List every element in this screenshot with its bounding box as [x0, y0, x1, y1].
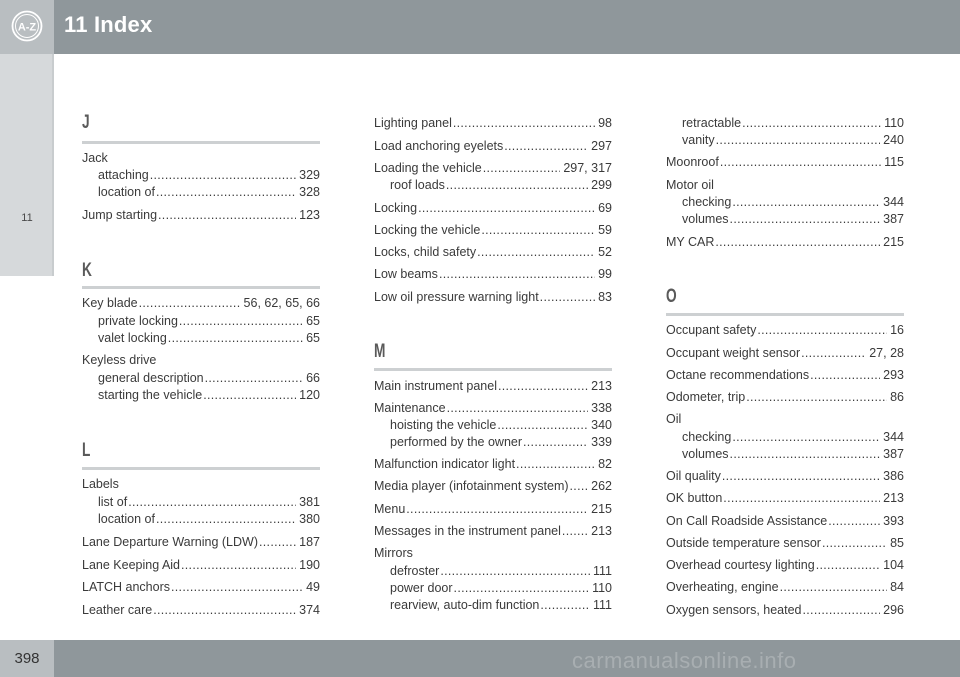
- a-z-icon-text: A-Z: [17, 21, 37, 34]
- chapter-side-tab[interactable]: [0, 54, 54, 276]
- page-number-box: [0, 640, 54, 677]
- index-subentry: volumes ..... 387: [682, 446, 904, 462]
- index-subentry: starting the vehicle ..... 120: [98, 387, 320, 403]
- index-subentry: private locking ..... 65: [98, 313, 320, 329]
- section-rule-k: [82, 286, 320, 289]
- page-number: 398: [14, 650, 40, 667]
- index-entry: Menu ..... 215: [374, 501, 612, 517]
- section-rule-m: [374, 368, 612, 371]
- index-entry: Media player (infotainment system) ..... 262: [374, 478, 612, 494]
- index-subentry: location of ..... 380: [98, 511, 320, 527]
- section-letter-m: M: [374, 341, 386, 362]
- index-subentry: attaching ..... 329: [98, 167, 320, 183]
- index-subentry: volumes ..... 387: [682, 211, 904, 227]
- chapter-header: [0, 0, 960, 54]
- index-entry: Low beams ..... 99: [374, 266, 612, 282]
- index-entry: Moonroof ..... 115: [666, 154, 904, 170]
- side-tab-label: 11: [21, 212, 33, 224]
- index-entry: Outside temperature sensor ..... 85: [666, 535, 904, 551]
- index-entry: On Call Roadside Assistance ..... 393: [666, 513, 904, 529]
- index-entry: Low oil pressure warning light ..... 83: [374, 289, 612, 305]
- section-letter-l: L: [82, 440, 91, 461]
- index-subentry: location of ..... 328: [98, 184, 320, 200]
- index-subentry: valet locking ..... 65: [98, 330, 320, 346]
- index-entry: Motor oil: [666, 178, 714, 192]
- chapter-icon-box: [0, 0, 54, 54]
- index-entry: Lane Departure Warning (LDW) ..... 187: [82, 534, 320, 550]
- section-letter-k: K: [82, 260, 92, 281]
- section-rule-l: [82, 467, 320, 470]
- index-subentry: general description ..... 66: [98, 370, 320, 386]
- index-entry: Keyless drive: [82, 353, 157, 367]
- index-subentry: performed by the owner ..... 339: [390, 434, 612, 450]
- section-letter-j: J: [82, 112, 90, 133]
- section-letter-o: O: [666, 286, 677, 307]
- watermark: carmanualsonline.info: [572, 648, 797, 673]
- page-footer: [0, 640, 960, 677]
- index-entry: Malfunction indicator light ..... 82: [374, 456, 612, 472]
- index-subentry: defroster ..... 111: [390, 563, 612, 579]
- index-entry: Odometer, trip ..... 86: [666, 389, 904, 405]
- index-entry: Overhead courtesy lighting ..... 104: [666, 557, 904, 573]
- index-entry: Leather care ..... 374: [82, 602, 320, 618]
- index-entry: Oil: [666, 412, 682, 426]
- index-entry: MY CAR ..... 215: [666, 234, 904, 250]
- index-entry: Oil quality ..... 386: [666, 468, 904, 484]
- index-subentry: retractable ..... 110: [682, 115, 904, 131]
- index-entry: Main instrument panel ..... 213: [374, 378, 612, 394]
- index-entry: Occupant safety ..... 16: [666, 322, 904, 338]
- index-entry: Locks, child safety ..... 52: [374, 244, 612, 260]
- index-entry: Lighting panel ..... 98: [374, 115, 612, 131]
- index-entry: Jack: [82, 151, 108, 165]
- chapter-title: 11 Index: [64, 12, 153, 37]
- index-subentry: checking ..... 344: [682, 429, 904, 445]
- index-entry: Loading the vehicle ..... 297, 317: [374, 160, 612, 176]
- index-entry: Mirrors: [374, 546, 413, 560]
- index-entry: Oxygen sensors, heated ..... 296: [666, 602, 904, 618]
- index-subentry: vanity ..... 240: [682, 132, 904, 148]
- index-entry: Octane recommendations ..... 293: [666, 367, 904, 383]
- index-entry: LATCH anchors ..... 49: [82, 579, 320, 595]
- index-entry: OK button ..... 213: [666, 490, 904, 506]
- a-z-index-icon: [11, 10, 43, 42]
- section-rule-j: [82, 141, 320, 144]
- index-entry: Labels: [82, 477, 119, 491]
- index-entry: Occupant weight sensor ..... 27, 28: [666, 345, 904, 361]
- index-entry: Maintenance ..... 338: [374, 400, 612, 416]
- index-subentry: roof loads ..... 299: [390, 177, 612, 193]
- index-subentry: hoisting the vehicle ..... 340: [390, 417, 612, 433]
- index-entry: Key blade ..... 56, 62, 65, 66: [82, 295, 320, 311]
- section-rule-o: [666, 313, 904, 316]
- index-entry: Overheating, engine ..... 84: [666, 579, 904, 595]
- index-entry: Locking the vehicle ..... 59: [374, 222, 612, 238]
- index-subentry: checking ..... 344: [682, 194, 904, 210]
- index-entry: Load anchoring eyelets ..... 297: [374, 138, 612, 154]
- index-entry: Locking ..... 69: [374, 200, 612, 216]
- index-entry: Lane Keeping Aid ..... 190: [82, 557, 320, 573]
- index-subentry: power door ..... 110: [390, 580, 612, 596]
- index-subentry: list of ..... 381: [98, 494, 320, 510]
- index-entry: Jump starting ..... 123: [82, 207, 320, 223]
- index-subentry: rearview, auto-dim function ..... 111: [390, 597, 612, 613]
- index-entry: Messages in the instrument panel ..... 213: [374, 523, 612, 539]
